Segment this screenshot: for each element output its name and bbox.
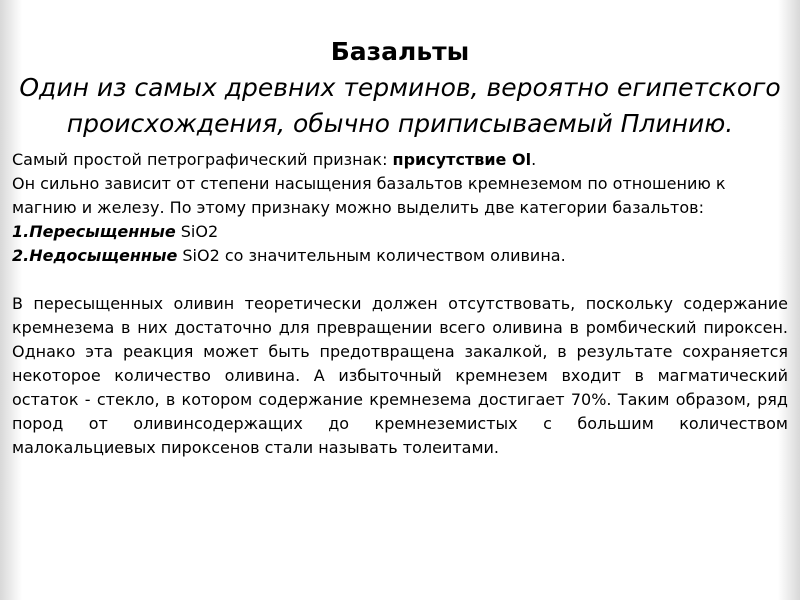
list-item-undersaturated xyxy=(12,244,788,268)
intro-line xyxy=(12,148,788,172)
list-item-oversaturated xyxy=(12,220,788,244)
intro-end: . xyxy=(531,150,537,169)
slide-body xyxy=(12,148,788,460)
list-item-label: 2.Недосыщенные xyxy=(12,246,178,265)
paragraph-saturation: Он сильно зависит от степени насыщения базальтов кремнеземом по отношению к магнию и железу. По этому признаку можно выделить две категории базальтов: xyxy=(12,174,726,217)
list-item-text: SiO2 xyxy=(175,222,219,241)
slide-subtitle: Один из самых древних терминов, вероятно египетского происхождения, обычно приписываемый Плинию. xyxy=(19,73,781,138)
list-item-label: 1.Пересыщенные xyxy=(12,222,176,241)
intro-text: Самый простой петрографический признак: xyxy=(12,150,393,169)
slide-title: Базальты xyxy=(330,37,470,66)
list-item-text: SiO2 со значительным количеством оливина. xyxy=(177,246,566,265)
paragraph-tholeiites: В пересыщенных оливин теоретически должен отсутствовать, поскольку содержание кремнезема в них достаточно для превращении всего оливина в ромбический пироксен. Однако эта реакция может быть предотвращена закалкой, в результате сохраняется некоторое количество оливина. А избыточный кремнезем входит в магматический остаток - стекло, в котором содержание кремнезема достигает 70%. Таким образом, ряд пород от оливинсодержащих до кремнеземистых с большим количеством малокальциевых пироксенов стали называть толеитами. xyxy=(12,294,788,457)
paragraph-gap xyxy=(12,268,788,292)
intro-bold: присутствие Ol xyxy=(392,150,532,169)
slide xyxy=(12,34,788,460)
